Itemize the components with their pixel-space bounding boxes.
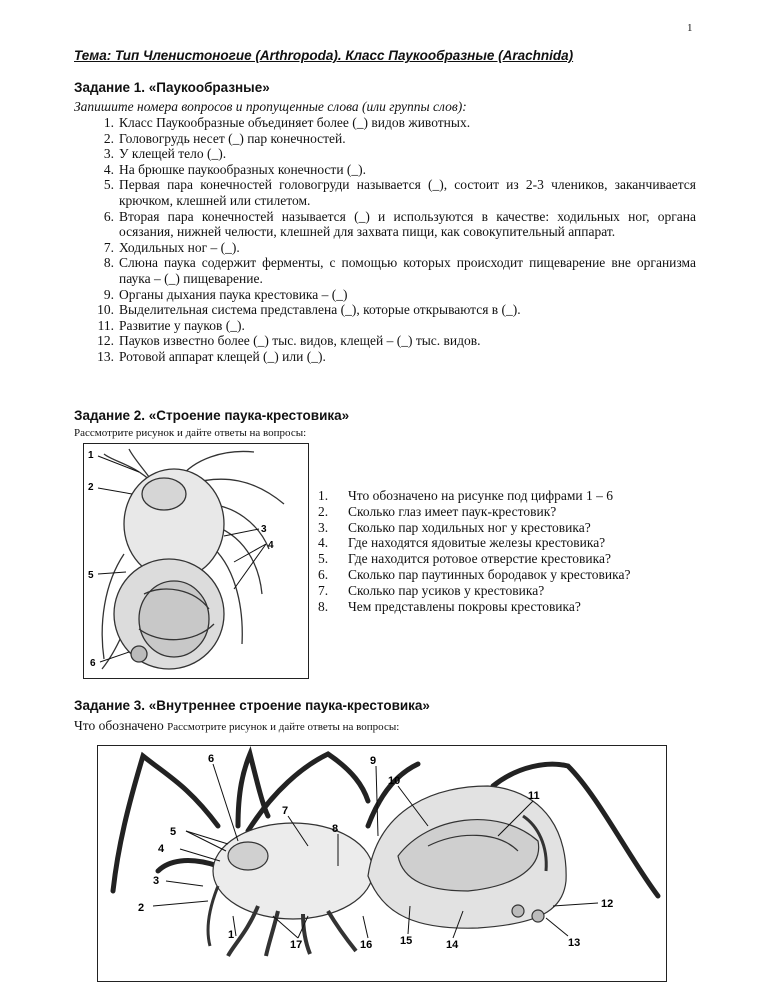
task2-question-text: Сколько пар паутинных бородавок у крестовика?	[348, 566, 631, 582]
task1-question-text: Первая пара конечностей головогруди называется (_), состоит из 2-3 члеников, заканчивается крючком, клешней или стилетом.	[119, 177, 696, 208]
task1-heading: Задание 1. «Паукообразные»	[74, 80, 270, 95]
task2-heading: Задание 2. «Строение паука-крестовика»	[74, 408, 350, 423]
task2-question-number: 1.	[318, 488, 329, 503]
task1-question-number: 13.	[97, 348, 114, 364]
fig3-label-6: 6	[208, 753, 215, 765]
fig3-label-14: 14	[446, 939, 459, 951]
task1-question	[96, 318, 696, 334]
task1-question-number: 6.	[103, 208, 114, 224]
task2-question	[318, 535, 688, 551]
task1-question	[96, 162, 696, 178]
fig3-label-8: 8	[332, 823, 339, 835]
task2-question	[318, 567, 688, 583]
task1-question-text: Класс Паукообразные объединяет более (_) видов животных.	[119, 115, 471, 130]
task1-question	[96, 177, 696, 208]
task1-question-text: Органы дыхания паука крестовика – (_)	[119, 286, 348, 302]
task2-question-number: 4.	[318, 535, 329, 551]
fig3-label-11: 11	[528, 790, 540, 802]
task1-question-text: Слюна паука содержит ферменты, с помощью которых происходит пищеварение вне организма паука – (_) пищеварение.	[119, 255, 696, 286]
task2-question	[318, 551, 688, 567]
fig3-label-2: 2	[138, 902, 145, 914]
task2-question-text: Где находится ротовое отверстие крестовика?	[348, 551, 611, 567]
task1-instruction: Запишите номера вопросов и пропущенные слова (или группы слов):	[74, 99, 467, 114]
task1-question-text: Пауков известно более (_) тыс. видов, клещей – (_) тыс. видов.	[119, 333, 481, 349]
fig2-label-2: 2	[88, 482, 94, 493]
task1-question-number: 4.	[103, 161, 114, 177]
task2-question-number: 8.	[318, 598, 329, 614]
task1-question-list	[96, 115, 696, 365]
fig3-label-17: 17	[290, 939, 303, 951]
task2-question-number: 2.	[318, 503, 329, 519]
task2-question	[318, 488, 688, 504]
task1-question-text: Ходильных ног – (_).	[119, 239, 240, 255]
task2-question-number: 7.	[318, 582, 329, 598]
task1-question-text: Вторая пара конечностей называется (_) и используются в качестве: ходильных ног, органа осязания, нижней челюсти, клешней для захвата пищи, как совокупительный аппарат.	[119, 208, 696, 240]
task1-question-number: 5.	[103, 177, 114, 193]
task2-question	[318, 520, 688, 536]
task1-question-text: Развитие у пауков (_).	[119, 317, 245, 333]
task1-question-text: Выделительная система представлена (_), которые открываются в (_).	[119, 302, 521, 318]
task1-question-number: 11.	[97, 317, 114, 333]
task3-instruction: Рассмотрите рисунок и дайте ответы на вопросы:	[167, 721, 400, 733]
fig3-label-16: 16	[360, 939, 373, 951]
task2-question-text: Сколько пар усиков у крестовика?	[348, 582, 545, 598]
fig3-label-9: 9	[370, 755, 377, 767]
task1-question	[96, 115, 696, 131]
spider-external-drawing	[84, 444, 308, 678]
task1-question	[96, 287, 696, 303]
task1-question-text: Ротовой аппарат клещей (_) или (_).	[119, 348, 326, 364]
task1-question	[96, 255, 696, 286]
task2-question	[318, 504, 688, 520]
task1-question-number: 8.	[103, 255, 114, 271]
fig3-label-1: 1	[228, 929, 235, 941]
fig2-label-1: 1	[88, 450, 94, 461]
task1-question	[96, 302, 696, 318]
task1-question-number: 2.	[103, 130, 114, 146]
task2-instruction: Рассмотрите рисунок и дайте ответы на вопросы:	[74, 427, 307, 439]
task1-question	[96, 349, 696, 365]
fig3-label-15: 15	[400, 935, 413, 947]
task1-question	[96, 240, 696, 256]
task2-question	[318, 583, 688, 599]
task1-question-number: 9.	[103, 286, 114, 302]
fig3-label-10: 10	[388, 775, 401, 787]
task1-question	[96, 131, 696, 147]
fig3-label-12: 12	[601, 898, 614, 910]
fig2-label-6: 6	[90, 658, 96, 669]
topic-title: Тема: Тип Членистоногие (Arthropoda). Класс Паукообразные (Arachnida)	[74, 48, 574, 63]
task1-question-text: Головогрудь несет (_) пар конечностей.	[119, 130, 346, 146]
task2-question-text: Сколько глаз имеет паук-крестовик?	[348, 503, 557, 519]
task1-question-text: На брюшке паукообразных конечности (_).	[119, 161, 367, 177]
task2-question-number: 6.	[318, 566, 329, 582]
task3-instruction-prefix: Что обозначено	[74, 718, 164, 733]
fig3-label-13: 13	[568, 937, 581, 949]
task1-question-number: 12.	[97, 333, 114, 349]
task1-question	[96, 146, 696, 162]
spider-internal-drawing	[98, 746, 666, 981]
task2-question-text: Чем представлены покровы крестовика?	[348, 598, 581, 614]
fig3-label-3: 3	[153, 875, 160, 887]
task2-question-number: 3.	[318, 519, 329, 535]
task3-heading: Задание 3. «Внутреннее строение паука-крестовика»	[74, 698, 430, 713]
fig3-label-5: 5	[170, 826, 177, 838]
spider-external-figure	[83, 443, 309, 679]
fig3-label-4: 4	[158, 843, 165, 855]
fig3-label-7: 7	[282, 805, 289, 817]
task2-question-text: Сколько пар ходильных ног у крестовика?	[348, 519, 591, 535]
task1-question-number: 7.	[103, 239, 114, 255]
task1-question-number: 3.	[103, 146, 114, 162]
task1-question-text: У клещей тело (_).	[119, 146, 227, 162]
task2-question-text: Где находятся ядовитые железы крестовика?	[348, 535, 606, 551]
task1-question	[96, 333, 696, 349]
spider-internal-figure	[97, 745, 667, 982]
fig2-label-5: 5	[88, 570, 94, 581]
page-number: 1	[687, 22, 693, 34]
task1-question	[96, 209, 696, 240]
task2-question	[318, 599, 688, 615]
task2-question-list	[318, 488, 688, 614]
fig2-label-4: 4	[268, 540, 274, 551]
fig2-label-3: 3	[261, 524, 267, 535]
task3-instruction-line	[74, 718, 399, 734]
task2-question-number: 5.	[318, 551, 329, 567]
task2-question-text: Что обозначено на рисунке под цифрами 1 – 6	[348, 488, 613, 503]
task1-question-number: 1.	[103, 115, 114, 130]
task1-question-number: 10.	[97, 302, 114, 318]
